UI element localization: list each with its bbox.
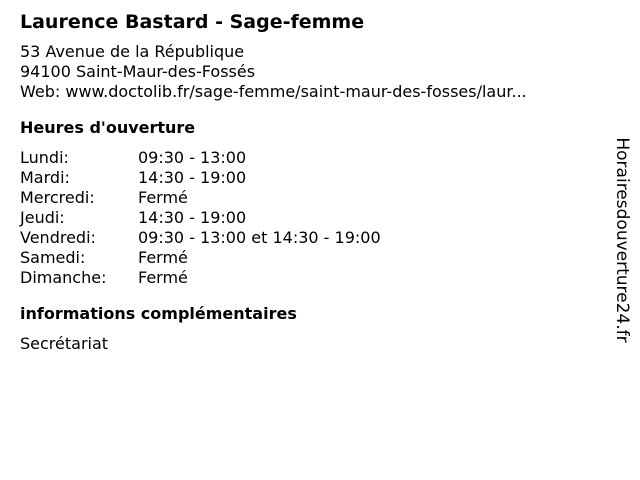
- day-times: 09:30 - 13:00 et 14:30 - 19:00: [138, 228, 381, 247]
- hours-row-sunday: [20, 268, 600, 288]
- info-heading: informations complémentaires: [20, 304, 297, 323]
- listing-card: [20, 8, 600, 354]
- hours-row-wednesday: [20, 188, 600, 208]
- day-times: 09:30 - 13:00: [138, 148, 247, 167]
- day-label: Mercredi:: [20, 188, 95, 207]
- day-times: 14:30 - 19:00: [138, 208, 247, 227]
- hours-row-thursday: [20, 208, 600, 228]
- day-times: 14:30 - 19:00: [138, 168, 247, 187]
- day-label: Mardi:: [20, 168, 70, 187]
- day-label: Jeudi:: [20, 208, 65, 227]
- day-label: Vendredi:: [20, 228, 96, 247]
- address-block: [20, 42, 600, 102]
- day-times: Fermé: [138, 188, 188, 207]
- hours-row-friday: [20, 228, 600, 248]
- site-watermark: Horairesdouverture24.fr: [612, 137, 632, 343]
- page-title: Laurence Bastard - Sage-femme: [20, 11, 365, 33]
- day-times: Fermé: [138, 268, 188, 287]
- address-city: 94100 Saint-Maur-des-Fossés: [20, 62, 256, 81]
- hours-row-tuesday: [20, 168, 600, 188]
- day-label: Dimanche:: [20, 268, 107, 287]
- day-label: Samedi:: [20, 248, 86, 267]
- address-street: 53 Avenue de la République: [20, 42, 245, 61]
- hours-row-monday: [20, 148, 600, 168]
- website-link[interactable]: Web: www.doctolib.fr/sage-femme/saint-maur-des-fosses/laur...: [20, 82, 527, 101]
- day-times: Fermé: [138, 248, 188, 267]
- hours-table: [20, 148, 600, 288]
- hours-row-saturday: [20, 248, 600, 268]
- hours-heading: Heures d'ouverture: [20, 118, 196, 137]
- day-label: Lundi:: [20, 148, 69, 167]
- info-text: Secrétariat: [20, 334, 109, 353]
